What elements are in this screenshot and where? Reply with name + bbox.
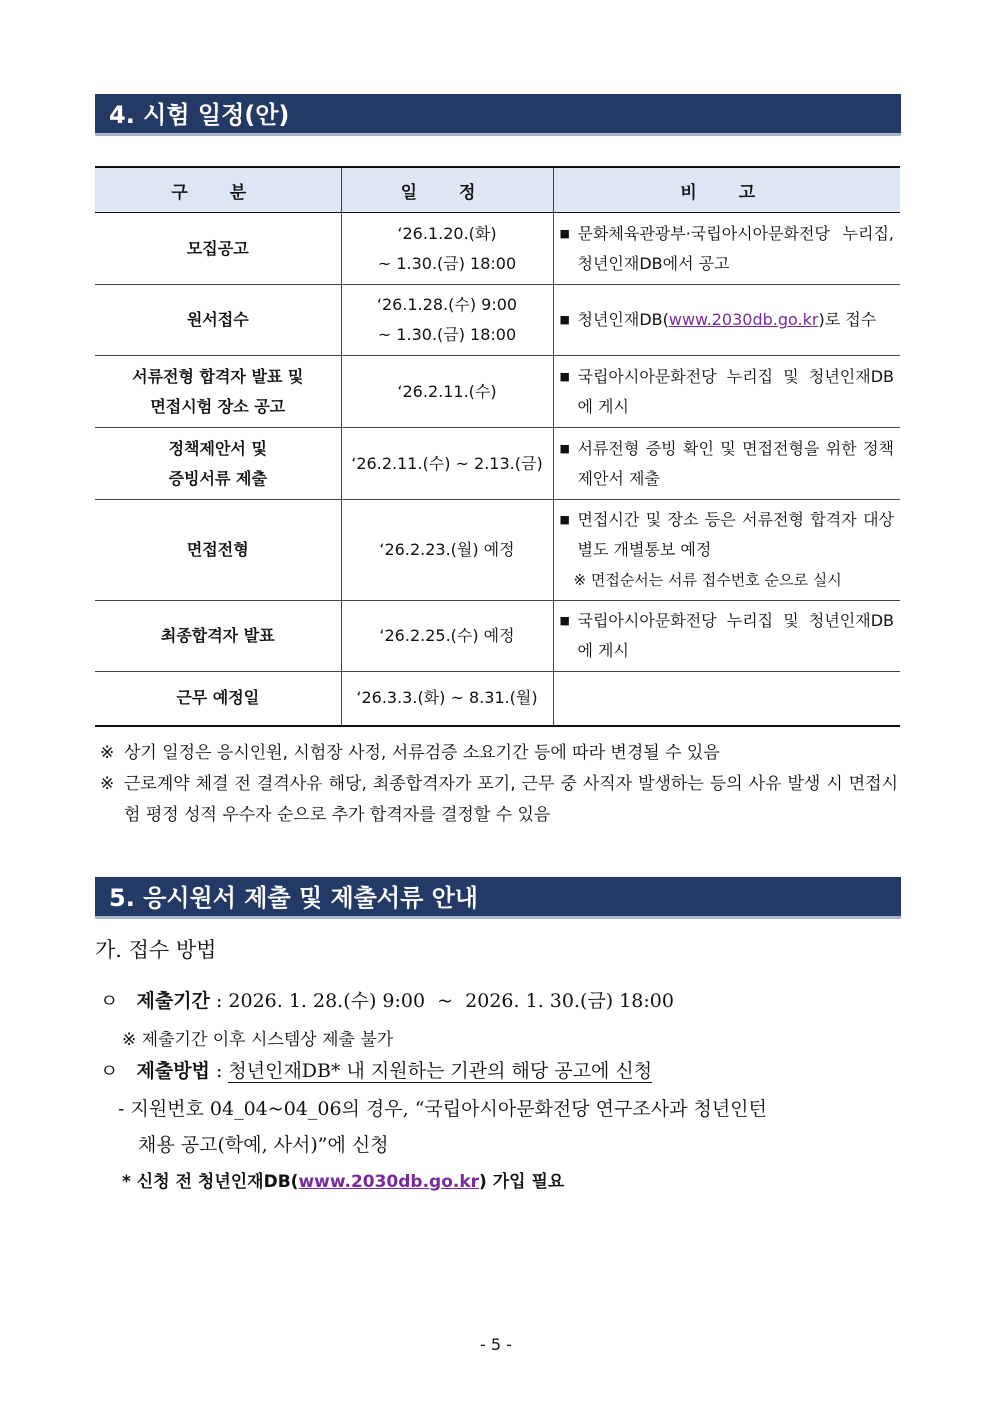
db-website-link[interactable]: www.2030db.go.kr [668,310,819,329]
section-4-title: 4. 시험 일정(안) [95,94,901,136]
row-category: 근무 예정일 [95,672,341,726]
row-category [95,428,341,500]
signup-note [122,1167,564,1192]
header-remark: 비 고 [553,167,900,213]
row-remark [553,428,900,500]
table-header-row [95,167,900,213]
row-remark [553,356,900,428]
dash-item-line2: 채용 공고(학예, 사서)”에 신청 [138,1134,389,1156]
period-label: 제출기간 [136,990,210,1012]
circle-bullet: ㅇ [100,990,119,1012]
category-line: 면접시험 장소 공고 [150,396,286,416]
signup-text: * 신청 전 청년인재DB( [122,1172,299,1192]
square-bullet-icon: ■ [559,226,570,240]
table-row [95,356,900,428]
row-category: 최종합격자 발표 [95,601,341,672]
row-date: ‘26.2.25.(수) 예정 [341,601,553,672]
row-remark [553,601,900,672]
square-bullet-icon: ■ [559,369,570,383]
square-bullet-icon: ■ [559,513,570,526]
schedule-notes [100,738,898,831]
note-mark: ※ [100,774,115,794]
date-line: ‘26.1.28.(수) 9:00 [376,295,518,314]
submission-period: ㅇ 제출기간 : 2026. 1. 28.(수) 9:00 ~ 2026. 1. 30.(금) 18:00 [100,990,674,1012]
table-row [95,428,900,500]
note-item [100,738,898,769]
date-line: ‘26.1.20.(화) [397,223,497,243]
row-date: ‘26.2.11.(수) [341,356,553,428]
row-date: ‘26.2.11.(수) ~ 2.13.(금) [341,428,553,500]
remark-text: 청년인재DB( [577,310,669,329]
row-category: 모집공고 [95,213,341,285]
subheading: 가. 접수 방법 [95,938,217,962]
row-date [341,213,553,285]
db-website-link[interactable]: www.2030db.go.kr [298,1172,480,1192]
square-bullet-icon: ■ [559,313,570,326]
row-remark [553,500,900,601]
category-line: 정책제안서 및 [168,438,267,458]
circle-bullet: ㅇ [100,1060,119,1082]
note-mark: ※ [100,743,115,763]
header-schedule: 일 정 [341,167,553,213]
remark-text: 국립아시아문화전당 누리집 및 청년인재DB에 게시 [577,366,894,416]
row-date [341,285,553,356]
remark-text: )로 접수 [818,310,877,329]
table-row [95,213,900,285]
row-date: ‘26.2.23.(월) 예정 [341,500,553,601]
note-text: 근로계약 체결 전 결격사유 해당, 최종합격자가 포기, 근무 중 사직자 발생하는 등의 사유 발생 시 면접시험 평정 성적 우수자 순으로 추가 합격자를 결정할 수 있음 [124,774,898,825]
square-bullet-icon: ■ [559,441,570,455]
dash-item-line1: - 지원번호 04_04~04_06의 경우, “국립아시아문화전당 연구조사과 청년인턴 [118,1098,767,1120]
header-category: 구 분 [95,167,341,213]
date-line: ~ 1.30.(금) 18:00 [377,325,517,344]
row-category: 원서접수 [95,285,341,356]
signup-text: ) 가입 필요 [479,1172,565,1192]
date-line: ~ 1.30.(금) 18:00 [377,253,517,273]
table-row [95,500,900,601]
table-row [95,601,900,672]
remark-text: 문화체육관광부·국립아시아문화전당 누리집, 청년인재DB에서 공고 [577,223,894,273]
row-date: ‘26.3.3.(화) ~ 8.31.(월) [341,672,553,726]
row-remark [553,285,900,356]
submission-method: ㅇ 제출방법 : 청년인재DB* 내 지원하는 기관의 해당 공고에 신청 [100,1060,653,1082]
row-category: 면접전형 [95,500,341,601]
category-line: 서류전형 합격자 발표 및 [132,366,304,386]
page-number: - 5 - [480,1335,512,1354]
table-row [95,672,900,726]
remark-note: ※ 면접순서는 서류 접수번호 순으로 실시 [573,571,842,589]
method-value: 청년인재DB* 내 지원하는 기관의 해당 공고에 신청 [228,1060,653,1082]
square-bullet-icon: ■ [559,614,570,627]
remark-text: 서류전형 증빙 확인 및 면접전형을 위한 정책제안서 제출 [577,438,894,488]
period-value: 2026. 1. 28.(수) 9:00 ~ 2026. 1. 30.(금) 18:00 [228,990,674,1012]
category-line: 증빙서류 제출 [168,468,267,488]
note-text: 상기 일정은 응시인원, 시험장 사정, 서류검증 소요기간 등에 따라 변경될 수 있음 [124,743,720,763]
method-label: 제출방법 [136,1060,210,1082]
row-remark [553,672,900,726]
remark-text: 면접시간 및 장소 등은 서류전형 합격자 대상 별도 개별통보 예정 [577,510,894,559]
table-row [95,285,900,356]
row-remark [553,213,900,285]
note-item [100,769,898,831]
section-5-title: 5. 응시원서 제출 및 제출서류 안내 [95,877,901,919]
schedule-table [95,166,900,727]
row-category [95,356,341,428]
remark-text: 국립아시아문화전당 누리집 및 청년인재DB에 게시 [577,611,894,660]
period-note: ※ 제출기간 이후 시스템상 제출 불가 [122,1030,394,1050]
